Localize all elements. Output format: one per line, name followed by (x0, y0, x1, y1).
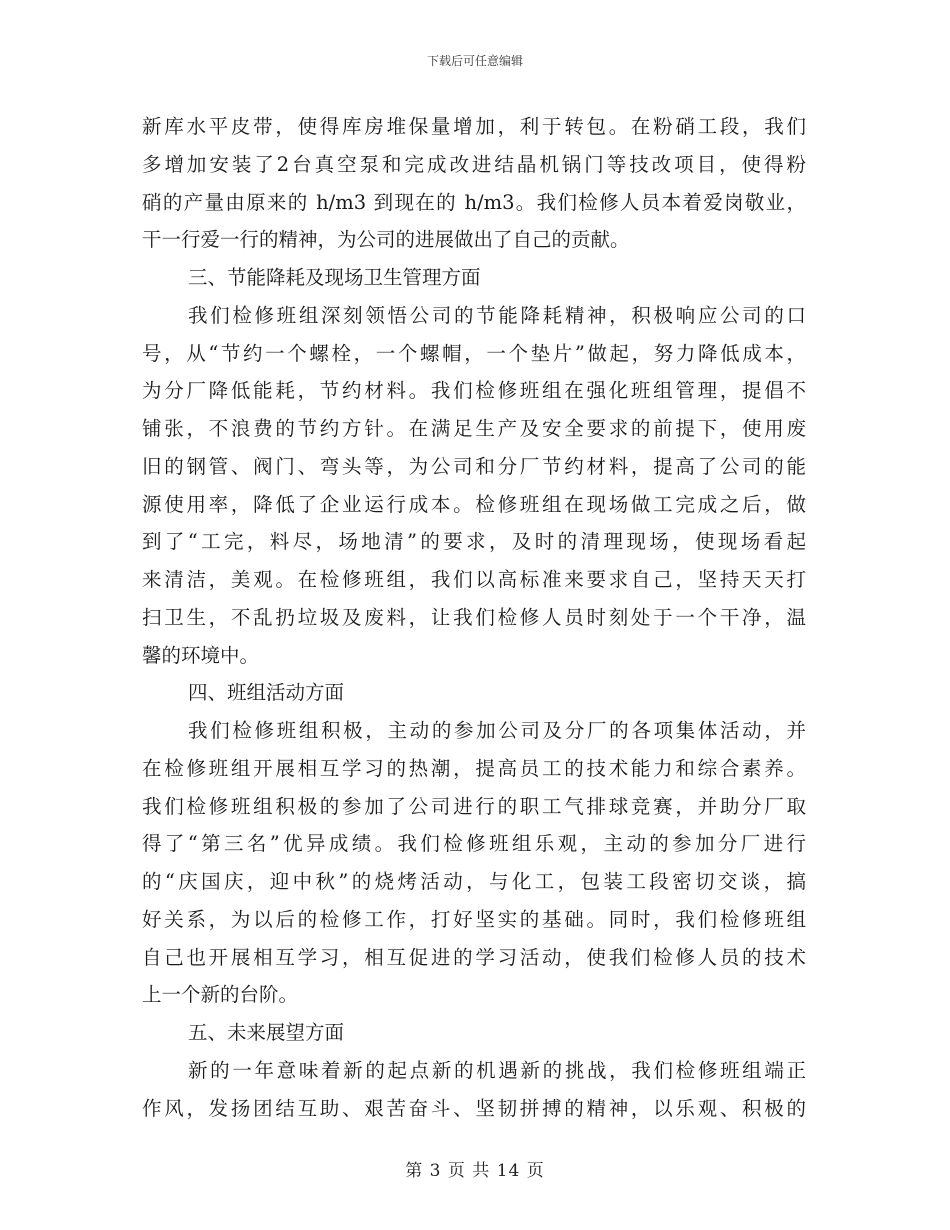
text-line: 硝的产量由原来的 h/m3 到现在的 h/m3。我们检修人员本着爱岗敬业， (142, 190, 806, 214)
text-line: 源使用率，降低了企业运行成本。检修班组在现场做工完成之后，做 (142, 492, 806, 516)
text-line: 为分厂降低能耗，节约材料。我们检修班组在强化班组管理，提倡不 (142, 379, 806, 403)
text-line: 自己也开展相互学习，相互促进的学习活动，使我们检修人员的技术 (142, 945, 806, 969)
text-line: 新的一年意味着新的起点新的机遇新的挑战，我们检修班组端正 (188, 1058, 806, 1082)
text-line: 的“庆国庆，迎中秋”的烧烤活动，与化工，包装工段密切交谈，搞 (142, 870, 806, 893)
text-line: 我们检修班组积极的参加了公司进行的职工气排球竞赛，并助分厂取 (142, 794, 806, 818)
text-line: 馨的环境中。 (142, 643, 260, 667)
text-line: 上一个新的台阶。 (142, 983, 299, 1007)
text-line: 我们检修班组深刻领悟公司的节能降耗精神，积极响应公司的口 (188, 303, 806, 327)
text-line: 四、班组活动方面 (188, 681, 345, 705)
text-line: 铺张，不浪费的节约方针。在满足生产及安全要求的前提下，使用废 (142, 417, 806, 440)
document-body (142, 108, 806, 1127)
text-line: 来清洁，美观。在检修班组，我们以高标准来要求自己，坚持天天打 (142, 568, 806, 591)
page-number: 第 3 页 共 14 页 (405, 1161, 545, 1181)
text-line: 五、未来展望方面 (188, 1021, 345, 1044)
text-line: 作风，发扬团结互助、艰苦奋斗、坚韧拼搏的精神，以乐观、积极的 (142, 1096, 806, 1120)
text-line: 三、节能降耗及现场卫生管理方面 (188, 266, 481, 289)
text-line: 好关系，为以后的检修工作，打好坚实的基础。同时，我们检修班组 (142, 907, 806, 931)
text-line: 在检修班组开展相互学习的热潮，提高员工的技术能力和综合素养。 (142, 756, 806, 780)
page-header: 下载后可任意编辑 (426, 54, 523, 68)
text-line: 扫卫生，不乱扔垃圾及废料，让我们检修人员时刻处于一个干净，温 (142, 605, 806, 629)
text-line: 号，从“节约一个螺栓，一个螺帽，一个垫片”做起，努力降低成本， (142, 341, 806, 365)
text-line: 旧的钢管、阀门、弯头等，为公司和分厂节约材料，提高了公司的能 (142, 454, 806, 478)
text-line: 到了“工完，料尽，场地清”的要求，及时的清理现场，使现场看起 (142, 530, 806, 554)
text-line: 多增加安装了2台真空泵和完成改进结晶机锅门等技改项目，使得粉 (142, 152, 806, 176)
text-line: 我们检修班组积极，主动的参加公司及分厂的各项集体活动，并 (188, 719, 806, 742)
text-line: 新库水平皮带，使得库房堆保量增加，利于转包。在粉硝工段，我们 (142, 115, 806, 138)
text-line: 干一行爱一行的精神，为公司的进展做出了自己的贡献。 (142, 228, 630, 252)
text-line: 得了“第三名”优异成绩。我们检修班组乐观，主动的参加分厂进行 (142, 832, 806, 856)
